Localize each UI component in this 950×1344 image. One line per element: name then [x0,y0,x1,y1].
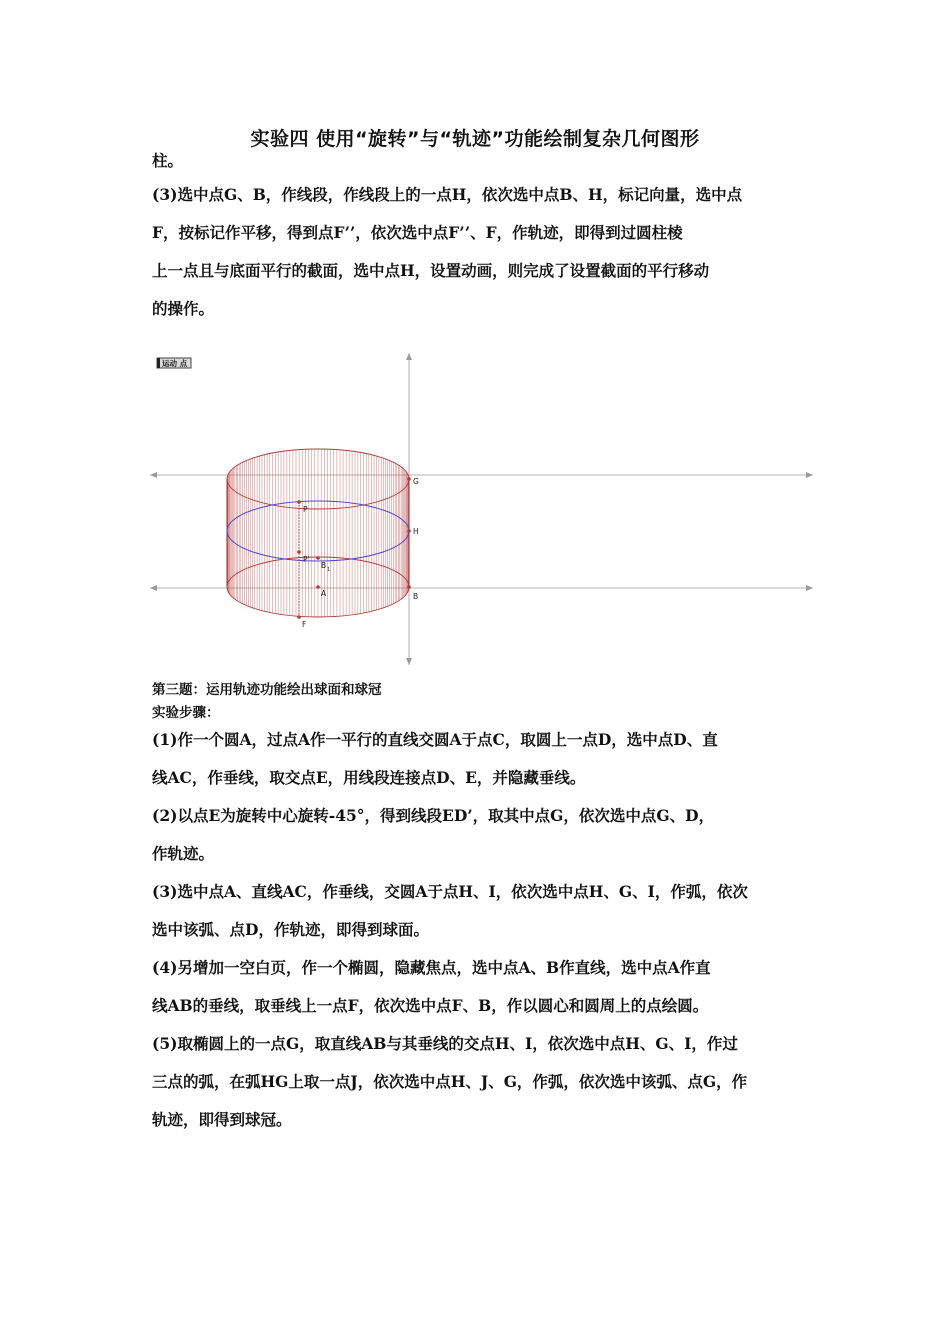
text-line: 线AC，作垂线，取交点E，用线段连接点D、E，并隐藏垂线。 [152,768,586,787]
text-line: 的操作。 [152,299,215,318]
point-b1-dot[interactable] [316,556,320,560]
intro-text [152,146,820,328]
point-h-dot[interactable] [407,529,411,533]
label-a: A [321,589,327,598]
text-line: 作轨迹。 [152,844,215,863]
label-p-prime: P' [303,555,310,564]
point-f-dot[interactable] [297,615,301,619]
text-line: (5)取椭圆上的一点G，取直线AB与其垂线的交点H、I，依次选中点H、G、I，作过 [152,1034,738,1053]
animate-point-button[interactable] [157,358,191,368]
cylinder-generators [227,449,409,617]
label-b: B [413,592,419,601]
vertical-axis-arrow-bottom [406,658,412,665]
label-h: H [413,527,419,536]
point-a-dot[interactable] [316,585,320,589]
text-line: 线AB的垂线，取垂线上一点F，依次选中点F、B，作以圆心和圆周上的点绘圆。 [152,996,709,1015]
text-line: (3)选中点G、B，作线段，作线段上的一点H，依次选中点B、H，标记向量，选中点 [152,185,743,204]
lower-axis-arrow-right [806,585,813,591]
point-p-prime-dot[interactable] [297,550,301,554]
steps-label: 实验步骤： [152,705,220,721]
text-line: (1)作一个圆A，过点A作一平行的直线交圆A于点C，取圆上一点D，选中点D、直 [152,730,718,749]
cylinder-figure [145,345,825,670]
animate-button-label: 运动 点 [162,359,188,368]
problem3-steps [152,721,820,1139]
point-g-dot[interactable] [407,477,411,481]
text-line: (4)另增加一空白页，作一个椭圆，隐藏焦点，选中点A、B作直线，选中点A作直 [152,958,711,977]
label-p: P [303,505,308,514]
lower-axis-arrow-left [150,585,157,591]
text-line: 柱。 [152,151,184,170]
label-f: F [302,620,307,629]
text-line: 轨迹，即得到球冠。 [152,1110,292,1129]
text-line: (3)选中点A、直线AC，作垂线，交圆A于点H、I，依次选中点H、G、I，作弧，依次 [152,882,748,901]
vertical-axis-arrow-top [406,353,412,360]
text-line: F，按标记作平移，得到点F’’，依次选中点F’’、F，作轨迹，即得到过圆柱棱 [152,223,683,242]
text-line: 选中该弧、点D，作轨迹，即得到球面。 [152,920,429,939]
text-line: 上一点且与底面平行的截面，选中点H，设置动画，则完成了设置截面的平行移动 [152,261,710,280]
page-title: 实验四 使用“旋转”与“轨迹”功能绘制复杂几何图形 [250,128,700,150]
upper-axis-arrow-left [150,472,157,478]
point-b-dot[interactable] [407,585,411,589]
text-line: 三点的弧，在弧HG上取一点J，依次选中点H、J、G，作弧，依次选中该弧、点G，作 [152,1072,748,1091]
label-g: G [413,477,419,486]
text-line: (2)以点E为旋转中心旋转-45°，得到线段ED’，取其中点G，依次选中点G、D， [152,806,715,825]
point-p-dot[interactable] [297,500,301,504]
problem3-heading: 第三题：运用轨迹功能绘出球面和球冠 [152,682,382,698]
label-b1: B [321,561,327,570]
upper-axis-arrow-right [806,472,813,478]
label-b1-subscript: 1 [327,567,331,573]
